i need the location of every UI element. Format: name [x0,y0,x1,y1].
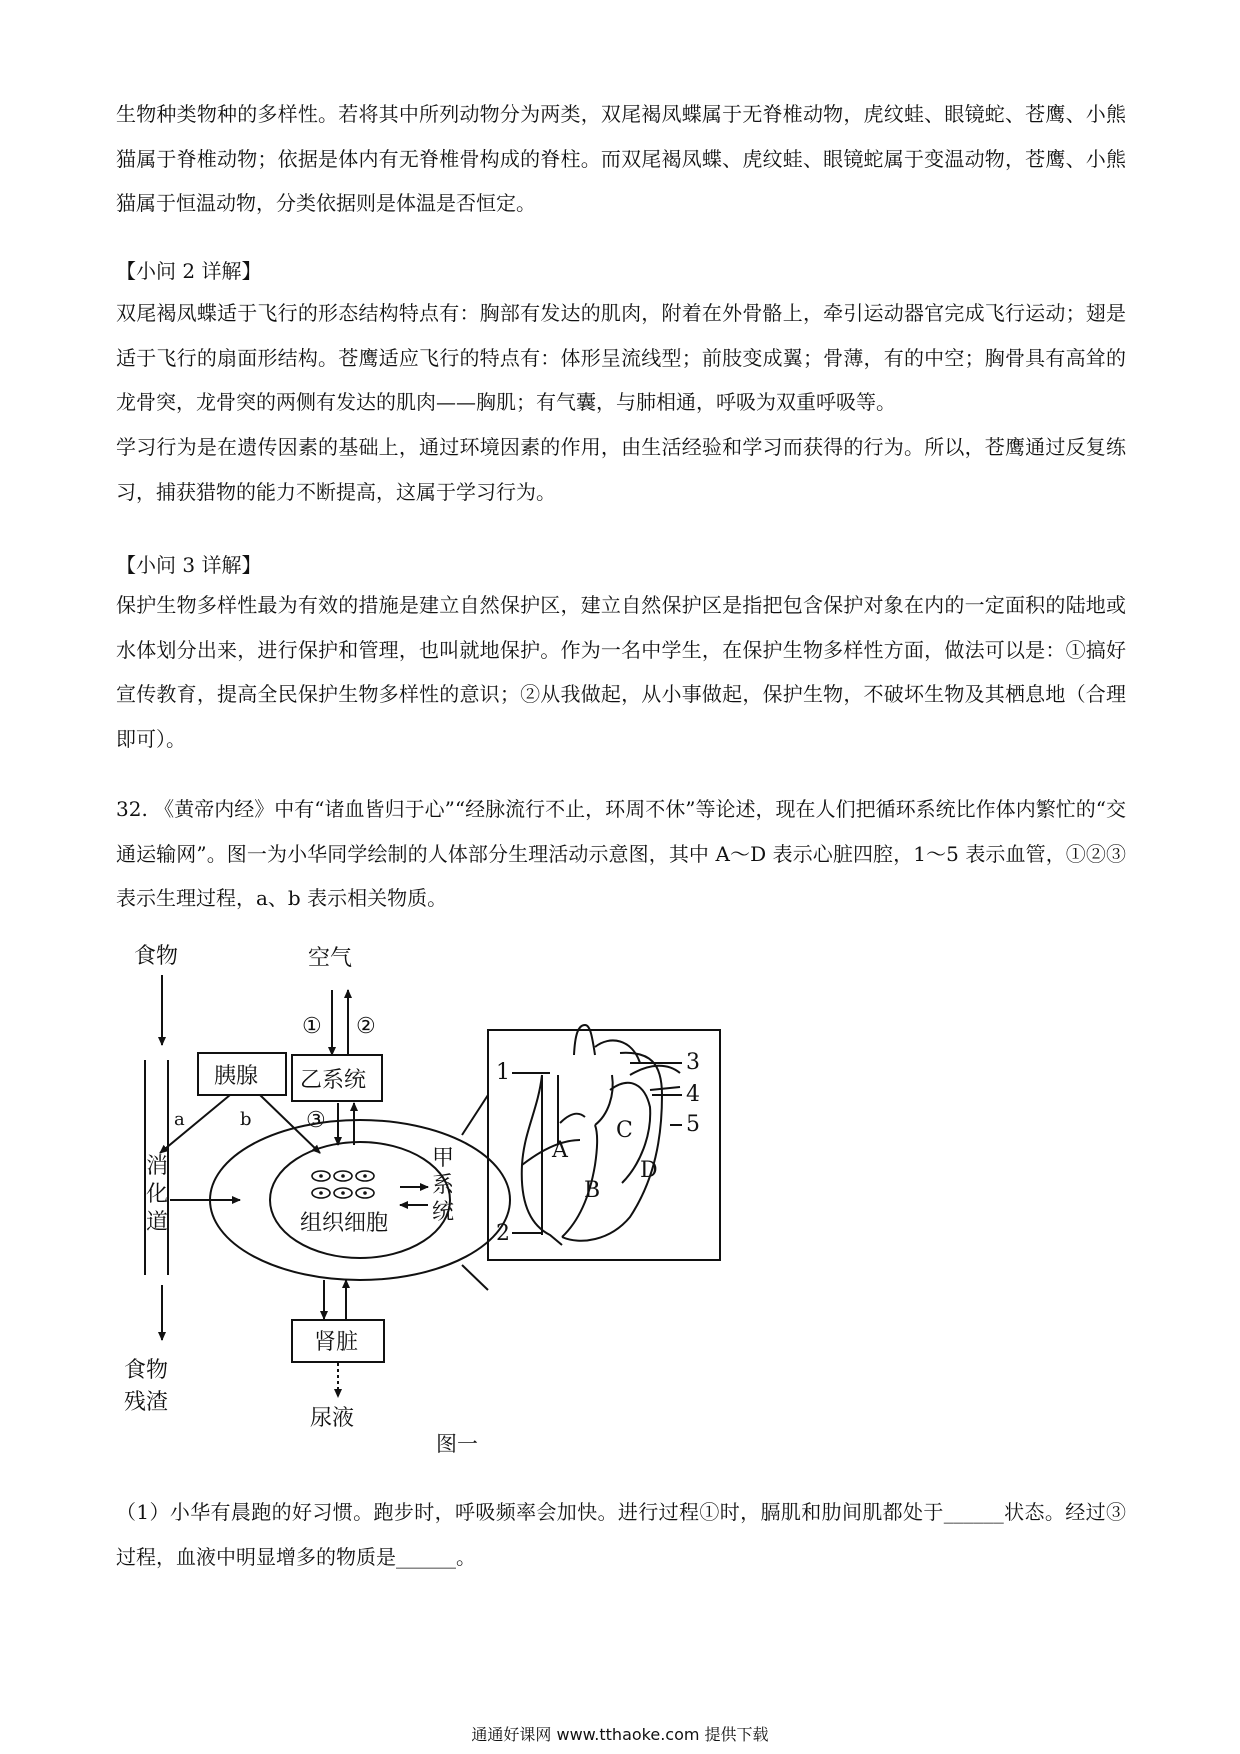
label-jia-3: 统 [432,1200,455,1225]
heading-q3-detail: 【小问 3 详解】 [116,553,262,577]
label-food-residue-2: 残渣 [124,1390,169,1415]
label-chamber-a: A [552,1138,568,1163]
label-jia-2: 系 [432,1173,455,1198]
label-air: 空气 [308,946,353,971]
label-b: b [240,1109,252,1130]
label-digestive-2: 化 [146,1182,169,1207]
label-vessel-1: 1 [496,1060,510,1085]
physiology-diagram [110,935,830,1435]
label-step1: ① [302,1014,322,1039]
label-chamber-b: B [584,1178,601,1203]
label-vessel-2: 2 [496,1221,510,1246]
label-chamber-c: C [616,1118,633,1143]
label-food-residue-1: 食物 [124,1358,169,1383]
paragraph-flight-adaptation: 双尾褐凤蝶适于飞行的形态结构特点有：胸部有发达的肌肉，附着在外骨骼上，牵引运动器官完成飞行运动；翅是适于飞行的扇面形结构。苍鹰适应飞行的特点有：体形呈流线型；前肢变成翼；骨薄，有的中空；胸骨具有高耸的龙骨突，龙骨突的两侧有发达的肌肉——胸肌；有气囊，与肺相通，呼吸为双重呼吸等。 [116,301,1126,414]
label-pancreas: 胰腺 [214,1064,259,1089]
label-step2: ② [356,1014,376,1039]
label-system-yi: 乙系统 [300,1068,367,1093]
figure-caption: 图一 [436,1432,478,1456]
paragraph-biodiversity-protection: 保护生物多样性最为有效的措施是建立自然保护区，建立自然保护区是指把包含保护对象在内的一定面积的陆地或水体划分出来，进行保护和管理，也叫就地保护。作为一名中学生，在保护生物多样性方面，做法可以是：①搞好宣传教育，提高全民保护生物多样性的意识；②从我做起，从小事做起，保护生物，不破坏生物及其栖息地（合理即可）。 [116,593,1126,751]
question-32-stem: 32. 《黄帝内经》中有“诸血皆归于心”“经脉流行不止，环周不休”等论述，现在人们把循环系统比作体内繁忙的“交通运输网”。图一为小华同学绘制的人体部分生理活动示意图，其中 A～D 表示心脏四腔，1～5 表示血管，①②③表示生理过程，a、b 表示相关物质。 [116,797,1126,910]
paragraph-classification: 生物种类物种的多样性。若将其中所列动物分为两类，双尾褐凤蝶属于无脊椎动物，虎纹蛙、眼镜蛇、苍鹰、小熊猫属于脊椎动物；依据是体内有无脊椎骨构成的脊柱。而双尾褐凤蝶、虎纹蛙、眼镜蛇属于变温动物，苍鹰、小熊猫属于恒温动物，分类依据则是体温是否恒定。 [116,102,1126,215]
label-digestive-1: 消 [146,1154,169,1179]
label-urine: 尿液 [310,1406,355,1431]
label-jia-1: 甲 [432,1146,455,1171]
label-chamber-d: D [640,1158,658,1183]
label-kidney: 肾脏 [314,1330,359,1355]
paragraph-learning-behavior: 学习行为是在遗传因素的基础上，通过环境因素的作用，由生活经验和学习而获得的行为。所以，苍鹰通过反复练习，捕获猎物的能力不断提高，这属于学习行为。 [116,435,1126,504]
label-vessel-5: 5 [686,1112,700,1137]
label-step3: ③ [306,1108,326,1133]
heading-q2-detail: 【小问 2 详解】 [116,259,262,283]
label-vessel-4: 4 [686,1082,700,1107]
label-a: a [174,1109,185,1130]
label-vessel-3: 3 [686,1050,700,1075]
label-tissue-cells: 组织细胞 [300,1211,389,1236]
label-digestive-3: 道 [146,1210,169,1235]
page-footer: 通通好课网 www.tthaoke.com 提供下载 [471,1725,769,1744]
question-32-sub1: （1）小华有晨跑的好习惯。跑步时，呼吸频率会加快。进行过程①时，膈肌和肋间肌都处于______状态。经过③过程，血液中明显增多的物质是______。 [116,1500,1126,1569]
label-food: 食物 [134,944,179,969]
